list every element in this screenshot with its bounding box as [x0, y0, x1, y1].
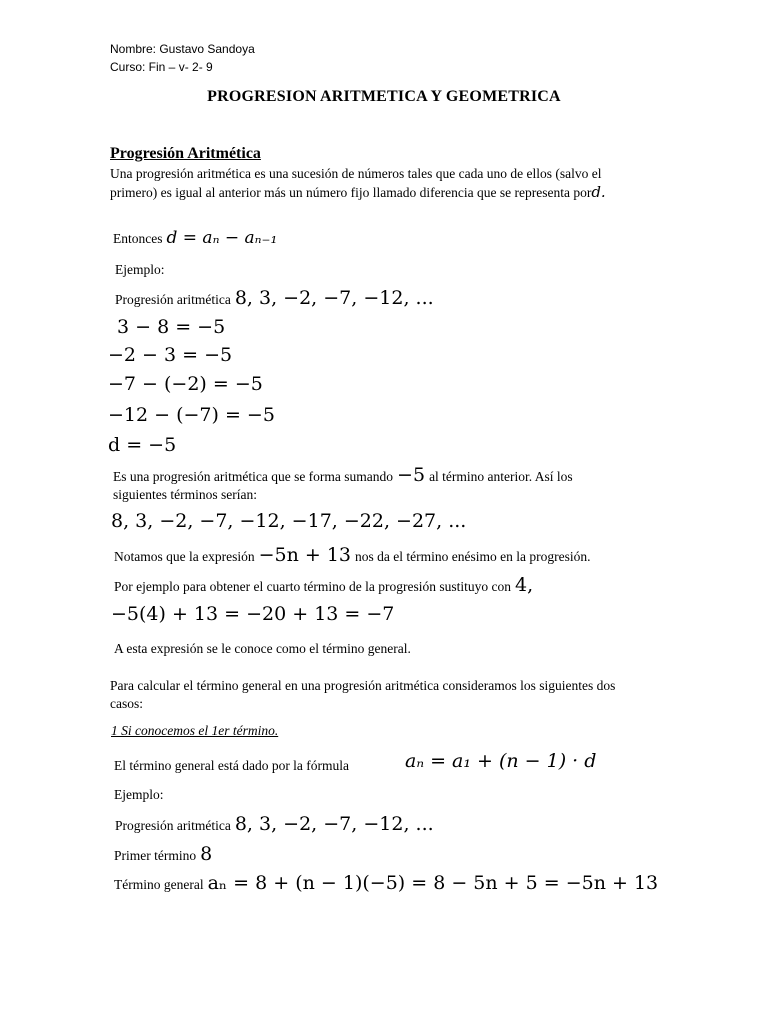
difference-1: 3 − 8 = −5 — [117, 316, 226, 338]
notamos-line — [114, 544, 590, 566]
difference-3: −7 − (−2) = −5 — [108, 373, 263, 395]
entonces-line — [113, 228, 277, 248]
por-ejemplo-value: 4, — [515, 574, 534, 596]
definition-paragraph — [110, 165, 650, 202]
progresion-line-1 — [115, 287, 434, 309]
termino-general-formula: aₙ = 8 + (n − 1)(−5) = 8 − 5n + 5 = −5n + 13 — [207, 872, 659, 894]
definition-text: Una progresión aritmética es una sucesión de números tales que cada uno de ellos (salvo el primero) es igual al anterior más un número fijo llamado diferencia que se representa por — [110, 166, 602, 200]
progresion-line-2 — [115, 813, 434, 835]
entonces-label: Entonces — [113, 231, 163, 246]
por-ejemplo-text: Por ejemplo para obtener el cuarto término de la progresión sustituyo con — [114, 579, 512, 594]
extended-sequence: 8, 3, −2, −7, −12, −17, −22, −27, ... — [111, 510, 467, 532]
formula-label: El término general está dado por la fórmula — [114, 758, 350, 773]
para-calcular-paragraph: Para calcular el término general en una progresión aritmética consideramos los siguientes dos casos: — [110, 678, 616, 711]
notamos-expression: −5n + 13 — [258, 544, 352, 566]
termino-general-line — [114, 872, 658, 894]
difference-4: −12 − (−7) = −5 — [108, 404, 275, 426]
notamos-after: nos da el término enésimo en la progresión. — [355, 549, 591, 564]
termino-general-note: A esta expresión se le conoce como el término general. — [114, 641, 411, 656]
sequence-2: 8, 3, −2, −7, −12, ... — [234, 813, 434, 835]
primer-termino-line — [114, 843, 212, 865]
sumando-before: Es una progresión aritmética que se forma sumando — [113, 469, 394, 484]
section-title: Progresión Aritmética — [110, 145, 261, 162]
difference-formula: d = aₙ − aₙ₋₁ — [166, 228, 278, 248]
sumando-value: −5 — [397, 464, 426, 486]
difference-result: d = −5 — [108, 434, 177, 456]
caso-1-heading: 1 Si conocemos el 1er término. — [111, 723, 279, 738]
primer-termino-value: 8 — [200, 843, 213, 865]
sequence-1: 8, 3, −2, −7, −12, ... — [234, 287, 434, 309]
primer-termino-label: Primer término — [114, 848, 197, 863]
d-symbol: d. — [591, 183, 606, 201]
sumando-line — [113, 464, 573, 486]
difference-2: −2 − 3 = −5 — [108, 344, 233, 366]
sumando-line-2: siguientes términos serían: — [113, 487, 257, 502]
progresion-label-1: Progresión aritmética — [115, 292, 231, 307]
progresion-label-2: Progresión aritmética — [115, 818, 231, 833]
student-name: Nombre: Gustavo Sandoya — [110, 42, 255, 56]
general-term-formula: aₙ = a₁ + (n − 1) · d — [405, 750, 597, 772]
calculation: −5(4) + 13 = −20 + 13 = −7 — [111, 603, 395, 625]
ejemplo-label-1: Ejemplo: — [115, 262, 165, 277]
sumando-after: al término anterior. Así los — [429, 469, 573, 484]
por-ejemplo-line — [114, 574, 533, 596]
termino-general-label: Término general — [114, 877, 204, 892]
notamos-before: Notamos que la expresión — [114, 549, 255, 564]
course-line: Curso: Fin – v- 2- 9 — [110, 60, 213, 74]
document-title: PROGRESION ARITMETICA Y GEOMETRICA — [207, 88, 561, 105]
ejemplo-label-2: Ejemplo: — [114, 787, 164, 802]
